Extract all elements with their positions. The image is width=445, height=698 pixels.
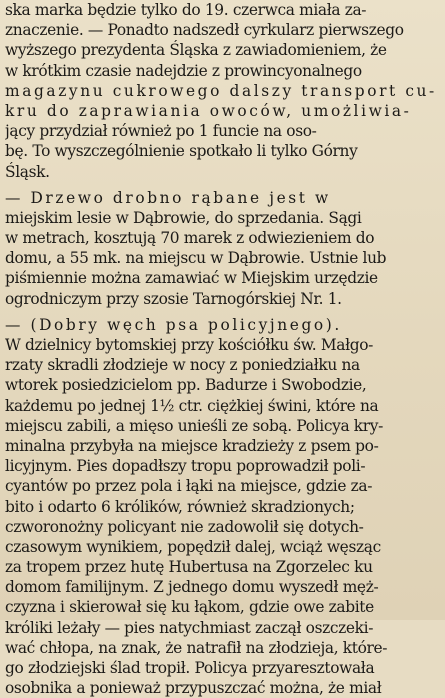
text-line: minalna przybyła na miejsce kradzieży z psem po- [5,436,379,455]
text-line: domu, a 55 mk. na miejscu w Dąbrowie. Ustnie lub [5,249,387,268]
text-line: kru do zaprawiania owoców, umożliwia- [5,101,412,120]
text-line: bę. To wyszczególnienie spotkało li tylko Górny [5,142,358,161]
text-line: wtorek posiedzicielom pp. Badurze i Swobodzie, [5,376,367,395]
text-line: miejskim lesie w Dąbrowie, do sprzedania. Sągi [5,208,362,227]
text-line: rzaty skradli złodzieje w nocy z poniedziałku na [5,356,360,375]
text-line: wyższego prezydenta Śląska z zawiadomieniem, że [5,41,387,60]
text-line: każdemu po jednej 1½ ctr. ciężkiej świni, które na [5,396,379,415]
text-line: W dzielnicy bytomskiej przy kościółku św. Małgo- [5,336,373,354]
text-line: Śląsk. [5,162,50,181]
text-line: domom familijnym. Z jednego domu wyszedł męż- [5,578,379,597]
text-line: znaczenie. — Ponadto nadszedł cyrkularz pierwszego [5,21,404,40]
text-line: króliki leżały — pies natychmiast zaczął oszczeki- [5,618,374,637]
text-line: ogrodniczym przy szosie Tarnogórskiej Nr. 1. [5,289,342,308]
text-line: magazynu cukrowego dalszy transport cu- [5,81,437,100]
text-line: jący przydział również po 1 funcie na oso- [5,122,317,141]
text-line: osobnika a ponieważ przypuszczać można, że miał [5,679,382,698]
text-line: cyantów po przez pola i łąki na miejsce, gdzie za- [5,477,373,496]
text-line: go złodziejski ślad tropił. Policya przyaresztowała [5,659,375,677]
text-line: czworonożny policyant nie zadowolił się dotych- [5,517,364,536]
text-line: licyjnym. Pies dopadłszy tropu poprowadził poli- [5,457,366,476]
text-line: bito i odarto 6 królików, również skradzionych; [5,497,355,516]
text-line: — Drzewo drobno rąbane jest w [5,188,331,207]
text-line: za tropem przez hutę Hubertusa na Zgorzelec ku [5,558,373,577]
article-column [5,0,437,698]
text-line: ska marka będzie tylko do 19. czerwca miała za- [5,1,367,19]
text-line: piśmiennie można zamawiać w Miejskim urzędzie [5,269,378,288]
text-line: wać chłopa, na znak, że natrafił na złodzieja, które- [5,638,388,657]
text-line: w metrach, kosztują 70 marek z odwiezieniem do [5,229,375,248]
text-line: miejscu zabili, a mięso unieśli ze sobą. Policya kry- [5,416,383,435]
text-line: — (Dobry węch psa policyjnego). [5,315,342,334]
paragraph-police-dog [5,315,437,698]
text-line: w krótkim czasie nadejdzie z prowincyonalnego [5,61,362,80]
paragraph-sugar [5,0,437,182]
text-line: czyzna i skierował się ku łąkom, gdzie owe zabite [5,598,374,617]
paragraph-wood [5,188,437,309]
text-line: czasowym wynikiem, popędził dalej, wciąż węsząc [5,537,381,556]
